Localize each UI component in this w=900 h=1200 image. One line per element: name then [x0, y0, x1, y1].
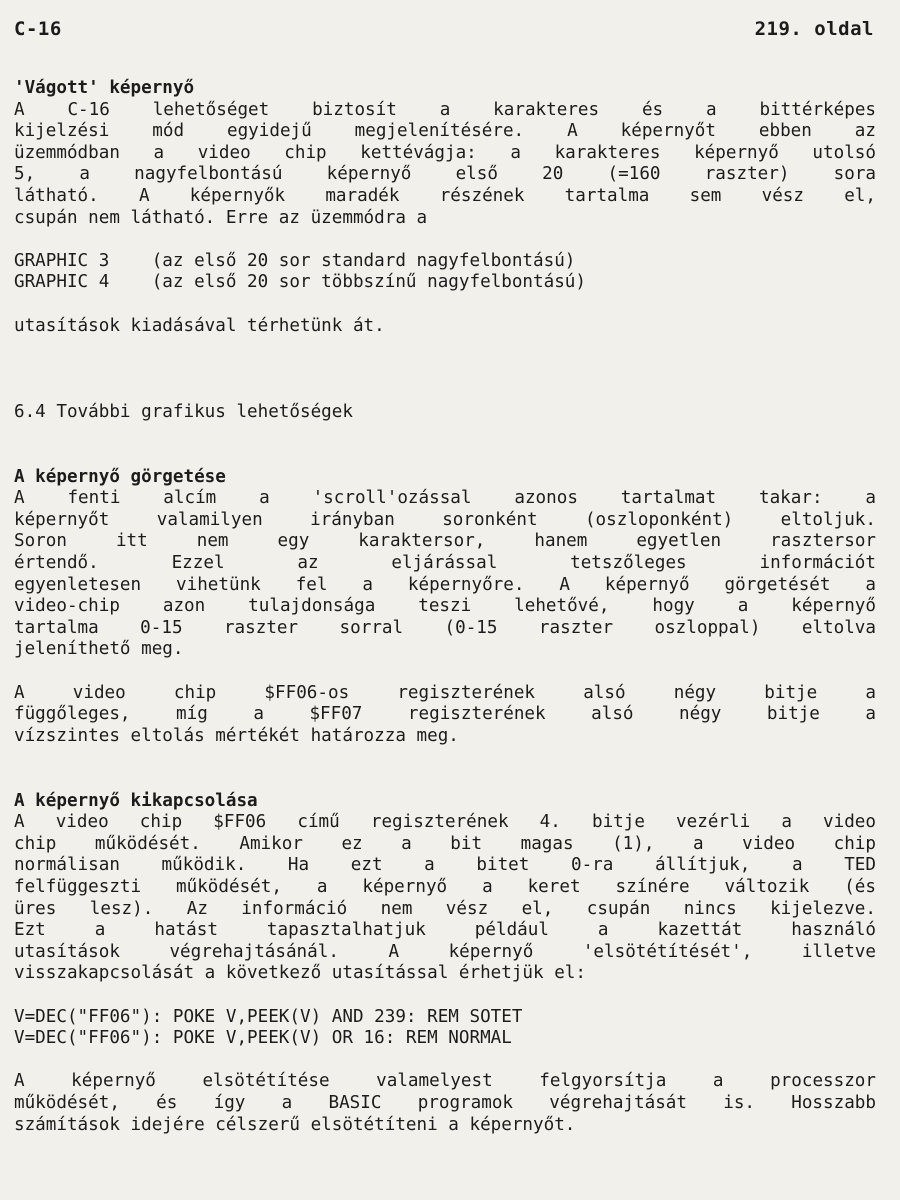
subsection-title: 'Vágott' képernyő: [14, 78, 195, 98]
text-line: csupán nem látható. Erre az üzemmódra a: [14, 207, 428, 228]
text-line: visszakapcsolását a következő utasítással érhetjük el:: [14, 963, 586, 984]
section-heading: 6.4 További grafikus lehetőségek: [14, 401, 353, 422]
text-line: látható. A képernyők maradék részének tartalma sem vész el,: [14, 185, 876, 206]
text-line: üres lesz). Az információ nem vész el, csupán nincs kijelezve.: [14, 898, 876, 919]
text-line: függőleges, míg a $FF07 regiszterének alsó négy bitje a: [14, 704, 876, 725]
text-line: Ezt a hatást tapasztalhatjuk például a kazettát használó: [14, 920, 876, 941]
text-line: felfüggeszti működését, a képernyő a keret színére változik (és: [14, 876, 876, 897]
text-line: számítások idejére célszerű elsötétíteni a képernyőt.: [14, 1114, 576, 1135]
text-line: A képernyő elsötétítése valamelyest felgyorsítja a processzor: [14, 1071, 876, 1092]
code-line: V=DEC("FF06"): POKE V,PEEK(V) AND 239: REM SOTET: [14, 1006, 523, 1027]
text-line: normálisan működik. Ha ezt a bitet 0-ra állítjuk, a TED: [14, 855, 876, 876]
text-line: kijelzési mód egyidejű megjelenítésére. A képernyőt ebben az: [14, 121, 876, 142]
subsection-title: A képernyő görgetése: [14, 466, 226, 487]
text-line: utasítások végrehajtásánál. A képernyő 'elsötétítését', illetve: [14, 941, 876, 962]
command-line: GRAPHIC 3 (az első 20 sor standard nagyfelbontású): [14, 250, 576, 271]
text-line: értendő. Ezzel az eljárással tetszőleges információt: [14, 553, 876, 574]
page-header-left: C-16: [14, 18, 62, 40]
text-line: tartalma 0-15 raszter sorral (0-15 raszter oszloppal) eltolva: [14, 617, 876, 638]
text-line: chip működését. Amikor ez a bit magas (1), a video chip: [14, 833, 876, 854]
text-line: A fenti alcím a 'scroll'ozással azonos tartalmat takar: a: [14, 488, 876, 509]
text-line: egyenletesen vihetünk fel a képernyőre. A képernyő görgetését a: [14, 574, 876, 595]
code-line: V=DEC("FF06"): POKE V,PEEK(V) OR 16: REM NORMAL: [14, 1028, 512, 1049]
text-line: képernyőt valamilyen irányban soronként (oszloponként) eltoljuk.: [14, 509, 876, 530]
text-line: üzemmódban a video chip kettévágja: a karakteres képernyő utolsó: [14, 142, 876, 163]
page-body: [14, 78, 876, 1136]
subsection-title: A képernyő kikapcsolása: [14, 790, 258, 811]
text-line: Soron itt nem egy karaktersor, hanem egyetlen rasztersor: [14, 531, 876, 552]
text-line: A video chip $FF06-os regiszterének alsó négy bitje a: [14, 682, 876, 703]
text-line: vízszintes eltolás mértékét határozza meg.: [14, 725, 459, 746]
text-line: A video chip $FF06 című regiszterének 4. bitje vezérli a video: [14, 812, 876, 833]
text-line: jeleníthető meg.: [14, 639, 184, 660]
text-line: utasítások kiadásával térhetünk át.: [14, 315, 385, 336]
text-line: video-chip azon tulajdonsága teszi lehetővé, hogy a képernyő: [14, 596, 876, 617]
text-line: 5, a nagyfelbontású képernyő első 20 (=160 raszter) sora: [14, 164, 876, 185]
text-line: működését, és így a BASIC programok végrehajtását is. Hosszabb: [14, 1092, 876, 1113]
text-line: A C-16 lehetőséget biztosít a karakteres és a bittérképes: [14, 99, 876, 120]
command-line: GRAPHIC 4 (az első 20 sor többszínű nagyfelbontású): [14, 272, 586, 293]
page-number: 219. oldal: [754, 18, 874, 40]
